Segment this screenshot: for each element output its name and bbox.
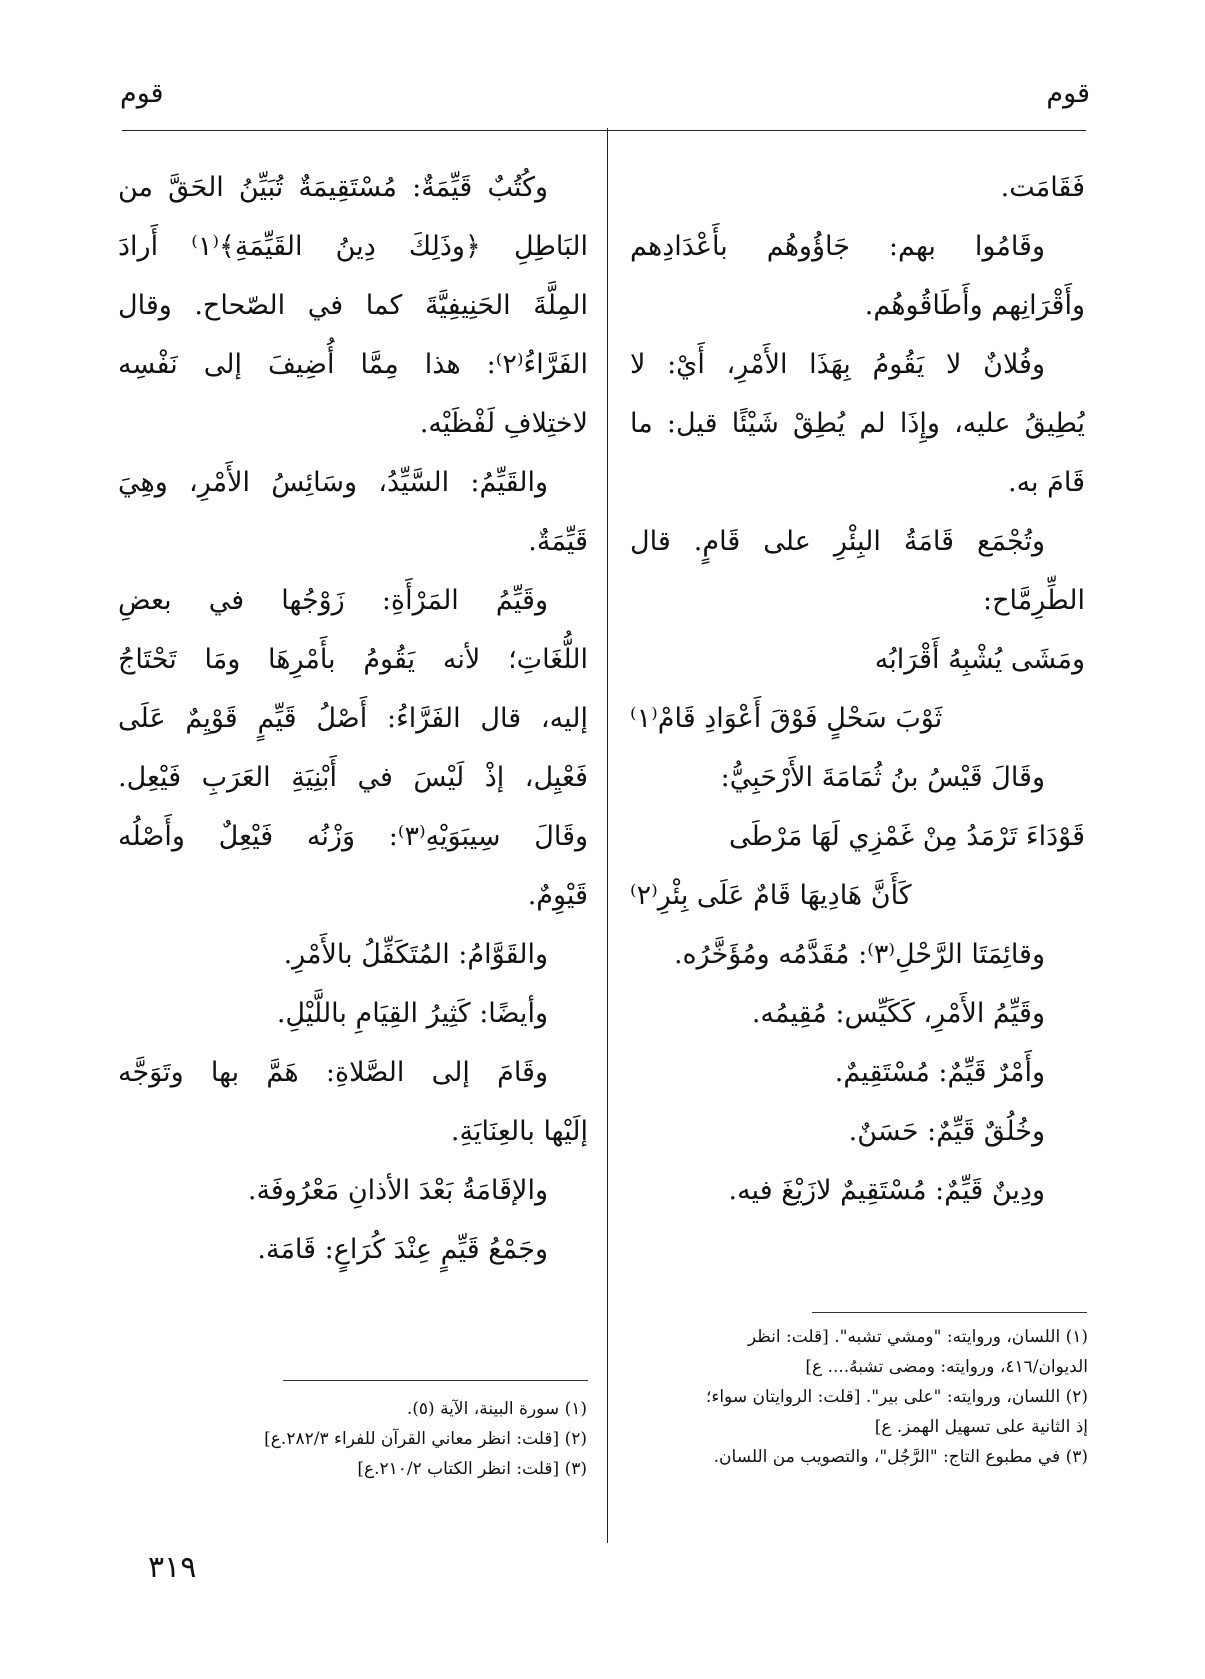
right-column — [630, 158, 1085, 1220]
verse-line: ومَشَى يُشْبِهُ أَقْرَابُه — [874, 644, 1085, 675]
footnote-line: (٢) [قلت: انظر معاني القرآن للفراء ٢٨٢/٣.ع] — [264, 1429, 587, 1449]
text-line: وقَيِّمُ الأَمْرِ، كَكَيِّس: مُقِيمُه. — [751, 998, 1045, 1029]
text-line: فَعْيِل، إذْ لَيْسَ في أَبْنِيَةِ العَرَبِ فَيْعِل. — [118, 762, 588, 793]
column-divider — [607, 128, 608, 1543]
text-line: الطِّرِمَّاح: — [983, 585, 1085, 616]
footnote-line: (٣) في مطبوع التاج: "الرَّجُل"، والتصويب من اللسان. — [713, 1447, 1088, 1467]
text-line: المِلَّةَ الحَنِيفِيَّةَ كما في الصّحاح. وقال — [118, 290, 588, 321]
footnote-line: إذ الثانية على تسهيل الهمز. ع] — [874, 1417, 1088, 1437]
header-rule — [122, 130, 1086, 131]
text-line: والإقَامَةُ بَعْدَ الأذانِ مَعْرُوفَة. — [247, 1175, 548, 1206]
text-line: يُطِيقُ عليه، وإِذَا لم يُطِقْ شَيْئًا قيل: ما — [630, 408, 1085, 439]
verse-line: كَأَنَّ هَادِيهَا قَامٌ عَلَى بِئْرِ⁽٢⁾ — [630, 880, 912, 911]
text-line: وأَمْرٌ قَيِّمٌ: مُسْتَقِيمٌ. — [834, 1057, 1045, 1088]
text-line: وقَامُوا بهم: جَاؤُوهُم بأَعْدَادِهم — [630, 231, 1045, 262]
footnote-line: الديوان/٤١٦، وروايته: ومضى تشبهُ.... ع] — [805, 1357, 1088, 1377]
running-head-right: قوم — [1046, 78, 1090, 109]
verse-line: ثَوْبَ سَحْلٍ فَوْقَ أَعْوَادِ قَامْ⁽١⁾ — [630, 703, 943, 734]
text-line: قَامَ به. — [1007, 467, 1085, 498]
text-line: وجَمْعُ قَيِّمٍ عِنْدَ كُرَاعٍ: قَامَة. — [257, 1234, 548, 1265]
text-line: وفُلانٌ لا يَقُومُ بِهَذَا الأَمْرِ، أَيْ: لا — [630, 349, 1045, 380]
text-line: وكُتُبٌ قَيِّمَةٌ: مُسْتَقِيمَةٌ تُبَيِّنُ الحَقَّ من — [118, 172, 548, 203]
text-line: فَقَامَت. — [1000, 172, 1085, 203]
page-number: ٣١٩ — [148, 1550, 197, 1585]
right-footnotes — [640, 1322, 1088, 1472]
footnote-line: (٢) اللسان، وروايته: "على بير". [قلت: الروايتان سواء؛ — [705, 1387, 1088, 1407]
text-line: وأيضًا: كَثِيرُ القِيَامِ باللَّيْلِ. — [276, 998, 548, 1029]
text-line: والقَيِّمُ: السَّيِّدُ، وسَائِسُ الأَمْرِ، وهِيَ — [118, 467, 548, 498]
text-line: ودِينٌ قَيِّمٌ: مُسْتَقِيمٌ لازَيْغَ فيه. — [728, 1175, 1045, 1206]
left-footnotes — [190, 1394, 587, 1484]
text-line: وقَالَ سِيبَوَيْهِ⁽٣⁾: وَزْنُه فَيْعِلٌ وأَصْلُه — [118, 821, 588, 852]
text-line: وقَالَ قَيْسُ بنُ ثُمَامَةَ الأَرْحَبِيُّ: — [720, 762, 1045, 793]
text-line: وقَامَ إلى الصَّلاةِ: هَمَّ بها وتَوَجَّه — [118, 1057, 548, 1088]
text-line: إلَيْها بالعِنَايَةِ. — [450, 1116, 588, 1147]
text-line: لاختِلافِ لَفْظَيْه. — [419, 408, 588, 439]
text-line: وخُلُقٌ قَيِّمٌ: حَسَنٌ. — [848, 1116, 1045, 1147]
footnote-line: (١) سورة البينة، الآية (٥). — [406, 1399, 587, 1419]
left-column — [118, 158, 588, 1279]
text-line: الفَرَّاءُ⁽٢⁾: هذا مِمَّا أُضِيفَ إلى نَفْسِه — [118, 349, 588, 380]
footnote-line: (١) اللسان، وروايته: "ومشي تشبه". [قلت: انظر — [747, 1327, 1088, 1347]
running-head-left: قوم — [120, 78, 164, 109]
text-line: قَيْوِمٌ. — [527, 880, 588, 911]
text-line: وأَقْرَانِهم وأَطَاقُوهُم. — [864, 290, 1085, 321]
text-line: اللُّغَاتِ؛ لأنه يَقُومُ بأَمْرِهَا ومَا تَحْتَاجُ — [118, 644, 588, 675]
footnote-rule — [812, 1312, 1087, 1313]
footnote-rule — [283, 1380, 588, 1381]
text-line: البَاطِلِ ﴿وذَلِكَ دِينُ القَيِّمَةِ﴾⁽١⁾ أَرادَ — [118, 231, 588, 262]
text-line: قَيِّمَةٌ. — [528, 526, 588, 557]
verse-line: قَوْدَاءَ تَرْمَدُ مِنْ غَمْزِي لَهَا مَرْطَى — [728, 821, 1085, 852]
text-line: إليه، قال الفَرَّاءُ: أَصْلُ قَيِّمٍ قَوْيِمٌ عَلَى — [118, 703, 588, 734]
text-line: وقَيِّمُ المَرْأَةِ: زَوْجُها في بعضِ — [118, 585, 548, 616]
footnote-line: (٣) [قلت: انظر الكتاب ٢١٠/٢.ع] — [357, 1459, 587, 1479]
text-line: والقَوَّامُ: المُتَكَفِّلُ بالأَمْرِ. — [283, 939, 548, 970]
text-line: وقائِمَتَا الرَّحْلِ⁽٣⁾: مُقَدَّمُه ومُؤَخَّرُه. — [673, 939, 1045, 970]
text-line: وتُجْمَع قَامَةُ البِئْرِ على قَامٍ. قال — [630, 526, 1045, 557]
